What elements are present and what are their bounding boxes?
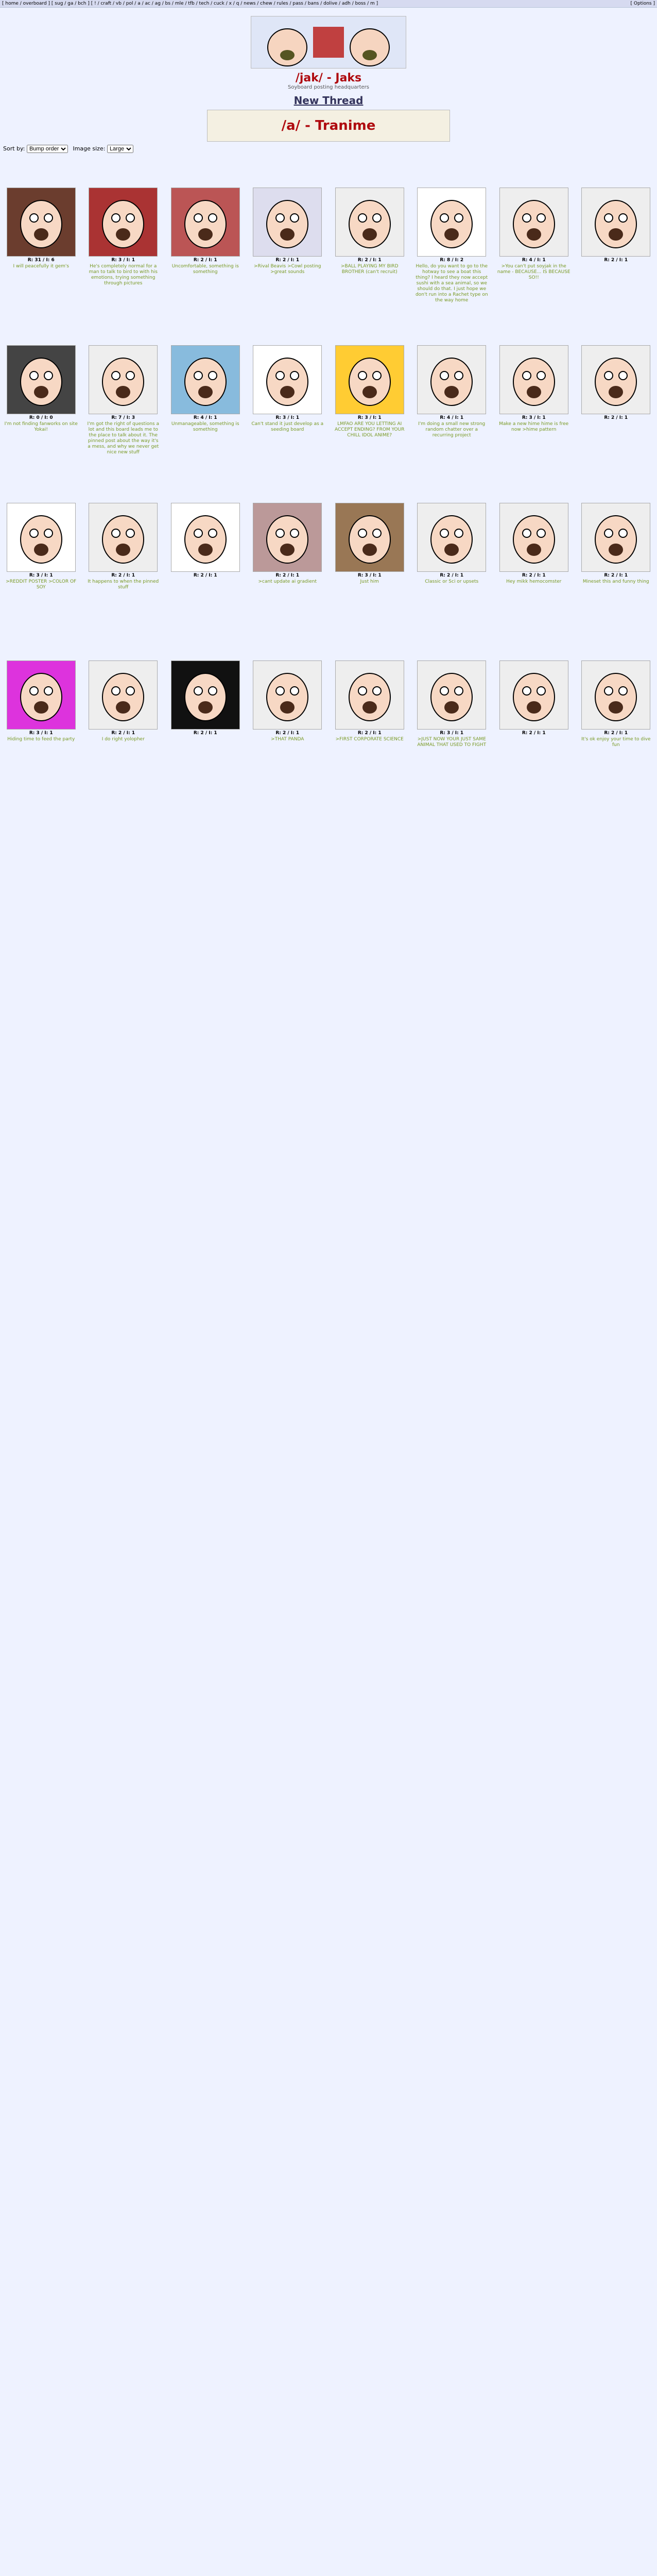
thread-stats: R: 2 / I: 1 — [111, 573, 135, 578]
thread-thumbnail[interactable] — [335, 503, 404, 572]
thread-teaser: >REDDIT POSTER >COLOR OF SOY — [6, 579, 77, 590]
thread-thumbnail[interactable] — [417, 503, 486, 572]
catalog-thread[interactable] — [82, 658, 165, 816]
board-subtitle: Soyboard posting headquarters — [288, 84, 369, 90]
thread-teaser: He's completely normal for a man to talk to bird to with his emotions, trying something through pictures — [89, 264, 158, 286]
thread-thumbnail[interactable] — [253, 188, 322, 257]
thread-thumbnail[interactable] — [171, 660, 240, 730]
thread-stats: R: 3 / I: 1 — [29, 731, 53, 736]
thread-teaser: LMFAO ARE YOU LETTING AI ACCEPT ENDING? FROM YOUR CHILL IDOL ANIME? — [335, 421, 405, 438]
thread-stats: R: 4 / I: 1 — [522, 258, 546, 263]
catalog-thread[interactable] — [411, 343, 493, 501]
thread-stats: R: 3 / I: 1 — [111, 258, 135, 263]
catalog-title: /a/ - Tranime — [281, 118, 376, 133]
banner-soyjak-illustration — [251, 16, 406, 68]
thread-teaser: Unmanageable, something is something — [171, 421, 239, 432]
thread-thumbnail[interactable] — [499, 345, 568, 414]
sort-select[interactable] — [27, 145, 68, 153]
catalog-thread[interactable] — [247, 185, 329, 343]
thread-stats: R: 2 / I: 1 — [111, 731, 135, 736]
catalog-thread[interactable] — [328, 501, 411, 658]
thread-thumbnail[interactable] — [171, 345, 240, 414]
thread-thumbnail[interactable] — [253, 660, 322, 730]
thread-stats: R: 2 / I: 1 — [357, 258, 382, 263]
thread-stats: R: 31 / I: 6 — [27, 258, 55, 263]
catalog-thread[interactable] — [82, 185, 165, 343]
thread-stats: R: 2 / I: 1 — [522, 731, 546, 736]
thread-stats: R: 0 / I: 0 — [29, 415, 53, 420]
thread-stats: R: 2 / I: 1 — [357, 731, 382, 736]
thread-stats: R: 4 / I: 1 — [440, 415, 464, 420]
thread-teaser: I do right yolopher — [101, 737, 145, 742]
options-link[interactable]: [ Options ] — [630, 1, 655, 6]
thread-thumbnail[interactable] — [335, 188, 404, 257]
catalog-thread[interactable] — [575, 501, 657, 658]
catalog-thread[interactable] — [575, 185, 657, 343]
thread-stats: R: 3 / I: 1 — [440, 731, 464, 736]
thread-teaser: >FIRST CORPORATE SCIENCE — [335, 737, 404, 742]
image-size-label: Image size: — [73, 145, 106, 152]
thread-teaser: I'm got the right of questions a lot and this board leads me to the place to talk about it. The pinned post about the way it's a mess, and why we never get nice new stuff — [87, 421, 159, 455]
thread-teaser: Can't stand it just develop as a seeding board — [251, 421, 324, 432]
sort-label: Sort by: — [3, 145, 25, 152]
thread-thumbnail[interactable] — [335, 345, 404, 414]
thread-stats: R: 3 / I: 1 — [522, 415, 546, 420]
thread-stats: R: 2 / I: 1 — [275, 573, 300, 578]
catalog-thread[interactable] — [0, 185, 82, 343]
thread-stats: R: 8 / I: 2 — [440, 258, 464, 263]
thread-teaser: >Rival Beavis >Cowl posting >great sounds — [253, 264, 321, 275]
catalog-thread[interactable] — [411, 658, 493, 816]
thread-teaser: Hello, do you want to go to the hotway to see a boat this thing? I heard they now accept sushi with a sea animal, so we should do that. I just hope we don't run into a Rachet type on the way home — [415, 264, 488, 303]
catalog-thread[interactable] — [164, 658, 247, 816]
new-thread-link[interactable]: New Thread — [293, 94, 364, 107]
image-size-select[interactable] — [107, 145, 133, 153]
thread-teaser: >cant update ai gradient — [258, 579, 317, 584]
thread-teaser: >THAT PANDA — [271, 737, 304, 742]
thread-teaser: I'm doing a small new strong random chatter over a recurring project — [418, 421, 486, 438]
thread-thumbnail[interactable] — [7, 345, 76, 414]
catalog-thread[interactable] — [493, 343, 575, 501]
thread-teaser: Make a new hime hime is free now >hime pattern — [499, 421, 569, 432]
catalog-thread[interactable] — [164, 343, 247, 501]
thread-stats: R: 3 / I: 1 — [357, 573, 382, 578]
catalog-thread[interactable] — [493, 658, 575, 816]
thread-thumbnail[interactable] — [417, 188, 486, 257]
thread-thumbnail[interactable] — [171, 188, 240, 257]
thread-thumbnail[interactable] — [581, 345, 650, 414]
thread-thumbnail[interactable] — [7, 503, 76, 572]
thread-teaser: I'm not finding fanworks on site Yokai! — [4, 421, 78, 432]
catalog-thread[interactable] — [411, 185, 493, 343]
thread-stats: R: 7 / I: 3 — [111, 415, 135, 420]
thread-teaser: It happens to when the pinned stuff — [88, 579, 159, 590]
thread-thumbnail[interactable] — [253, 345, 322, 414]
thread-teaser: >You can't put soyjak in the name - BECAUSE... IS BECAUSE SO!! — [497, 264, 570, 280]
thread-teaser: Just him — [360, 579, 379, 584]
thread-stats: R: 4 / I: 1 — [193, 415, 217, 420]
thread-teaser: I will peacefully it gem's — [13, 264, 70, 269]
thread-thumbnail[interactable] — [581, 188, 650, 257]
catalog-controls — [3, 145, 654, 153]
thread-thumbnail[interactable] — [499, 660, 568, 730]
thread-thumbnail[interactable] — [89, 660, 158, 730]
thread-teaser: >BALL PLAYING MY BIRD BROTHER (can't recruit) — [340, 264, 399, 275]
thread-teaser: Hiding time to feed the party — [7, 737, 75, 742]
thread-thumbnail[interactable] — [7, 188, 76, 257]
thread-stats: R: 3 / I: 1 — [29, 573, 53, 578]
thread-thumbnail[interactable] — [89, 503, 158, 572]
catalog-thread[interactable] — [328, 185, 411, 343]
thread-thumbnail[interactable] — [7, 660, 76, 730]
catalog-thread[interactable] — [247, 658, 329, 816]
catalog-thread[interactable] — [247, 501, 329, 658]
catalog-thread[interactable] — [411, 501, 493, 658]
thread-teaser: Uncomfortable, something is something — [171, 264, 239, 275]
thread-teaser: It's ok enjoy your time to dive fun — [581, 737, 651, 748]
thread-teaser: Hey mikk hemocomster — [506, 579, 562, 584]
catalog-thread[interactable] — [164, 185, 247, 343]
top-navigation-bar — [0, 0, 657, 8]
catalog-thread[interactable] — [0, 501, 82, 658]
thread-stats: R: 2 / I: 1 — [193, 731, 217, 736]
board-list-links[interactable]: [ home / overboard ] [ sug / ga / bch ] [ ! / craft / vb / pol / a / ac / ag / bs / mle / tfb / tech / cuck / x / q / news / chew / rules / pass / bans / dolive / adh / boss / m ] — [2, 1, 378, 6]
thread-thumbnail[interactable] — [499, 188, 568, 257]
thread-thumbnail[interactable] — [417, 660, 486, 730]
catalog-thread[interactable] — [0, 658, 82, 816]
thread-catalog-grid — [0, 185, 657, 816]
thread-stats: R: 2 / I: 1 — [440, 573, 464, 578]
thread-stats: R: 2 / I: 1 — [604, 415, 628, 420]
thread-thumbnail[interactable] — [89, 345, 158, 414]
thread-stats: R: 3 / I: 1 — [357, 415, 382, 420]
thread-stats: R: 2 / I: 1 — [193, 573, 217, 578]
thread-thumbnail[interactable] — [581, 660, 650, 730]
thread-thumbnail[interactable] — [171, 503, 240, 572]
thread-thumbnail[interactable] — [89, 188, 158, 257]
catalog-thread[interactable] — [247, 343, 329, 501]
thread-stats: R: 2 / I: 1 — [522, 573, 546, 578]
thread-stats: R: 2 / I: 1 — [604, 731, 628, 736]
thread-teaser: Classic or Sci or upsets — [425, 579, 479, 584]
catalog-thread[interactable] — [493, 501, 575, 658]
catalog-thread[interactable] — [82, 501, 165, 658]
catalog-thread[interactable] — [493, 185, 575, 343]
board-title: /jak/ - Jaks — [295, 72, 362, 84]
thread-stats: R: 2 / I: 1 — [193, 258, 217, 263]
catalog-thread[interactable] — [575, 658, 657, 816]
thread-stats: R: 2 / I: 1 — [604, 258, 628, 263]
thread-thumbnail[interactable] — [335, 660, 404, 730]
catalog-banner — [207, 110, 450, 142]
board-banner-image[interactable] — [251, 16, 406, 69]
catalog-thread[interactable] — [164, 501, 247, 658]
thread-teaser: >JUST NOW YOUR JUST SAME ANIMAL THAT USED TO FIGHT — [417, 737, 487, 748]
catalog-thread[interactable] — [82, 343, 165, 501]
catalog-thread[interactable] — [328, 343, 411, 501]
catalog-thread[interactable] — [328, 658, 411, 816]
thread-stats: R: 3 / I: 1 — [275, 415, 300, 420]
thread-thumbnail[interactable] — [499, 503, 568, 572]
thread-stats: R: 2 / I: 1 — [275, 731, 300, 736]
catalog-thread[interactable] — [575, 343, 657, 501]
thread-thumbnail[interactable] — [417, 345, 486, 414]
catalog-thread[interactable] — [0, 343, 82, 501]
thread-thumbnail[interactable] — [253, 503, 322, 572]
thread-stats: R: 2 / I: 1 — [275, 258, 300, 263]
thread-thumbnail[interactable] — [581, 503, 650, 572]
thread-stats: R: 2 / I: 1 — [604, 573, 628, 578]
thread-teaser: Mineset this and funny thing — [582, 579, 649, 584]
